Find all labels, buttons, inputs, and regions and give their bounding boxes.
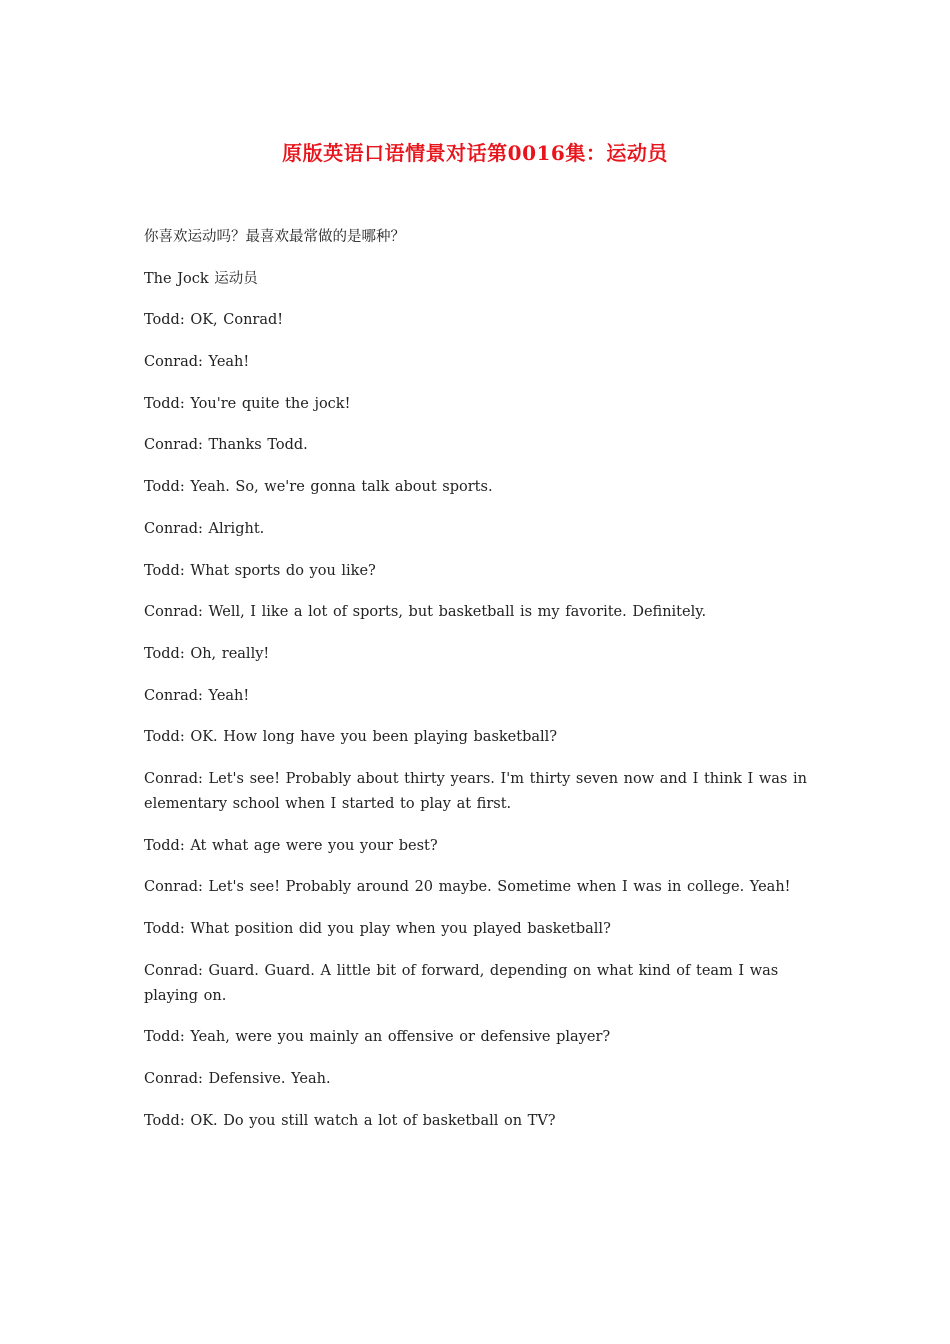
dialogue-line: Todd: You're quite the jock! — [144, 395, 351, 412]
dialogue-line: Todd: Yeah, were you mainly an offensive or defensive player? — [144, 1029, 611, 1046]
document-body — [144, 225, 824, 1150]
dialogue-line: Todd: OK, Conrad! — [144, 312, 284, 329]
dialogue-line: Todd: Yeah. So, we're gonna talk about sports. — [144, 479, 493, 496]
dialogue-line: Todd: OK. Do you still watch a lot of basketball on TV? — [144, 1112, 556, 1129]
dialogue-line: Conrad: Thanks Todd. — [144, 437, 308, 454]
document-title: 原版英语口语情景对话第0016集：运动员 — [282, 141, 668, 165]
intro-question: 你喜欢运动吗？最喜欢最常做的是哪种？ — [144, 229, 405, 245]
dialogue-line: Todd: OK. How long have you been playing basketball? — [144, 729, 558, 746]
dialogue-line: Conrad: Yeah! — [144, 687, 250, 704]
dialogue-line: Conrad: Defensive. Yeah. — [144, 1071, 331, 1088]
dialogue-heading: The Jock 运动员 — [144, 270, 258, 287]
dialogue-line: Conrad: Yeah! — [144, 354, 250, 371]
dialogue-line: Todd: At what age were you your best? — [144, 837, 438, 854]
dialogue-line: Conrad: Well, I like a lot of sports, but basketball is my favorite. Definitely. — [144, 604, 707, 621]
dialogue-line: Conrad: Alright. — [144, 520, 265, 537]
dialogue-line: Todd: What position did you play when you played basketball? — [144, 921, 611, 937]
dialogue-line: Conrad: Let's see! Probably around 20 maybe. Sometime when I was in college. Yeah! — [144, 879, 791, 896]
dialogue-line: Todd: Oh, really! — [144, 645, 270, 662]
dialogue-line: Conrad: Let's see! Probably about thirty years. I'm thirty seven now and I think I was in elementary school when I started to play at first. — [144, 770, 807, 812]
dialogue-line: Todd: What sports do you like? — [144, 562, 376, 579]
dialogue-line: Conrad: Guard. Guard. A little bit of forward, depending on what kind of team I was playing on. — [144, 962, 779, 1004]
